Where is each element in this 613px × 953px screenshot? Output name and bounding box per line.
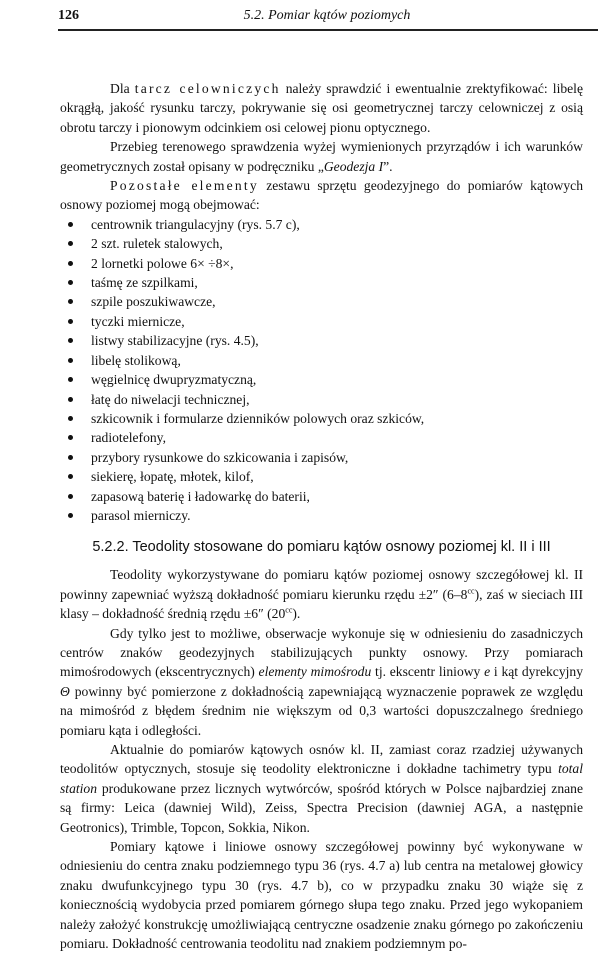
superscript: cc — [285, 605, 293, 615]
italic-text: total station — [60, 761, 583, 796]
paragraph — [60, 565, 583, 623]
text-run: tj. ekscentr liniowy — [371, 664, 485, 680]
text-run: powinny być pomierzone z dokładnością zapewniającą wyznaczenie poprawek ze względu na mimośród z błędem średnim nie większym od 0,3 wartości dopuszczalnego średniego pomiaru kąta i odległości. — [60, 683, 583, 738]
spaced-text: tarcz celowniczych — [134, 81, 281, 96]
page-body — [60, 79, 583, 953]
text-run: Gdy tylko jest to możliwe, obserwacje wykonuje się w odniesieniu do zasadniczych centrów znaków geodezyjnych stabilizujących punkty osnowy. Przy pomiarach mimośrodowych (ekscentrycznych) — [60, 625, 583, 680]
paragraph — [60, 624, 583, 740]
paragraph — [60, 837, 583, 953]
paragraph — [60, 137, 583, 176]
list-item: szpile poszukiwawcze, — [60, 292, 583, 311]
list-item: taśmę ze szpilkami, — [60, 273, 583, 292]
list-item: tyczki miernicze, — [60, 312, 583, 331]
list-item: węgielnicę dwupryzmatyczną, — [60, 370, 583, 389]
list-item: łatę do niwelacji technicznej, — [60, 390, 583, 409]
list-item: centrownik triangulacyjny (rys. 5.7 c), — [60, 215, 583, 234]
section-paragraphs — [60, 565, 583, 953]
list-item: libelę stolikową, — [60, 351, 583, 370]
text-run: ”. — [383, 158, 393, 174]
italic-text: Geodezja I — [323, 158, 384, 174]
italic-text: elementy mimośrodu — [258, 664, 372, 680]
equipment-list — [60, 215, 583, 526]
paragraph — [60, 740, 583, 837]
text-run: zestawu sprzętu geodezyjnego do pomiarów kątowych osnowy poziomej mogą obejmować: — [60, 178, 584, 213]
text-run: Aktualnie do pomiarów kątowych osnów kl. II, zamiast coraz rzadziej używanych teodolitów optycznych, stosuje się teodolity elektroniczne i dokładne tachimetry typu — [60, 742, 583, 777]
page-number: 126 — [58, 8, 79, 23]
list-item: siekierę, łopatę, młotek, kilof, — [60, 467, 583, 486]
list-item: listwy stabilizacyjne (rys. 4.5), — [60, 331, 583, 350]
superscript: cc — [467, 586, 475, 596]
text-run: Teodolity wykorzystywane do pomiaru kątów poziomej osnowy szczegółowej kl. II powinny zapewniać wyższą dokładność pomiaru kierunku rzędu ±2″ (6–8 — [60, 567, 583, 602]
header-rule — [58, 29, 598, 31]
list-item: 2 lornetki polowe 6× ÷8×, — [60, 254, 583, 273]
paragraph — [60, 176, 583, 215]
text-run: ), zaś w sieciach III klasy – dokładność średnią rzędu ±6″ (20 — [60, 586, 583, 622]
intro-paragraphs — [60, 79, 583, 215]
text-run: Przebieg terenowego sprawdzenia wyżej wymienionych przyrządów i ich warunków geometrycznych został opisany w podręczniku „ — [60, 139, 583, 174]
list-item: szkicownik i formularze dzienników polowych oraz szkiców, — [60, 409, 583, 428]
list-item: 2 szt. ruletek stalowych, — [60, 234, 583, 253]
spaced-text: Pozostałe elementy — [110, 178, 259, 194]
italic-text: e — [484, 664, 491, 680]
paragraph — [60, 79, 583, 137]
running-title: 5.2. Pomiar kątów poziomych — [243, 8, 411, 23]
text-run: i kąt dyrekcyjny — [490, 664, 584, 680]
text-run: ). — [292, 606, 301, 622]
text-run: należy sprawdzić i ewentualnie zrektyfikować: libelę okrągłą, jakość rysunku tarczy, pokrywanie się osi geometrycznej tarczy celowniczej z osią obrotu tarczy i pionowym odcinkiem osi celowej pionu optycznego. — [60, 81, 583, 135]
list-item: parasol mierniczy. — [60, 506, 583, 525]
page-header — [58, 8, 596, 28]
text-run: produkowane przez licznych wytwórców, spośród których w Polsce najbardziej znane są firmy: Leica (dawniej Wild), Zeiss, Spectra Precision (dawniej AGA, a następnie Geotronics), Trimble, Topcon, Sokkia, Nikon. — [60, 780, 583, 835]
list-item: zapasową baterię i ładowarkę do baterii, — [60, 487, 583, 506]
list-item: radiotelefony, — [60, 428, 583, 447]
section-heading: 5.2.2. Teodolity stosowane do pomiaru kątów osnowy poziomej kl. II i III — [92, 539, 551, 556]
text-run: Dla — [110, 81, 135, 96]
list-item: przybory rysunkowe do szkicowania i zapisów, — [60, 448, 583, 467]
text-run: Pomiary kątowe i liniowe osnowy szczegółowej powinny być wykonywane w odniesieniu do centra znaku podziemnego typu 36 (rys. 4.7 a) lub centra na metalowej głowicy znaku dwufunkcyjnego typu 30 (rys. 4.7 b), co w przypadku znaku 30 wiąże się z koniecznością wydobycia przed pomiarem górnego słupa tego znaku. Przed jego wykopaniem należy założyć konstrukcję umożliwiającą centryczne osadzenie znaku górnego po zakończeniu pomiaru. Dokładność centrowania teodolitu nad znakiem podziemnym po- — [60, 839, 583, 952]
italic-text: Θ — [60, 683, 70, 699]
